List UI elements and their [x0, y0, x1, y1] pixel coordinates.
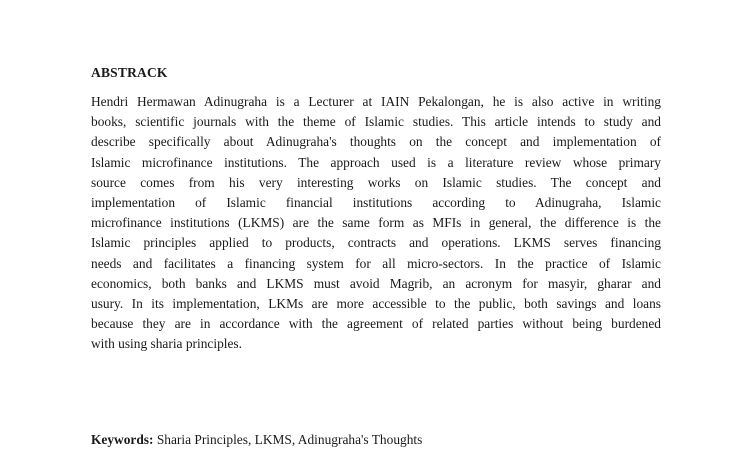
abstract-line: economics, both banks and LKMS must avoid Magrib, an acronym for masyir, gharar and — [91, 275, 661, 291]
keywords-text: Sharia Principles, LKMS, Adinugraha's Thoughts — [156, 432, 423, 447]
abstract-line: usury. In its implementation, LKMs are more accessible to the public, both savings and loans — [91, 296, 661, 312]
abstract-body — [91, 92, 661, 355]
abstract-line: needs and facilitates a financing system for all micro-sectors. In the practice of Islamic — [91, 255, 661, 271]
abstract-heading: ABSTRACK — [91, 65, 168, 80]
abstract-line: with using sharia principles. — [91, 336, 242, 352]
abstract-line: Islamic principles applied to products, contracts and operations. LKMS serves financing — [91, 235, 661, 251]
abstract-line: describe specifically about Adinugraha's thoughts on the concept and implementation of — [91, 134, 661, 150]
abstract-line: books, scientific journals with the theme of Islamic studies. This article intends to study and — [91, 114, 661, 130]
abstract-line: because they are in accordance with the agreement of related parties without being burdened — [91, 316, 661, 332]
abstract-line: source comes from his very interesting works on Islamic studies. The concept and — [91, 174, 661, 190]
keywords-label: Keywords: — [91, 432, 154, 447]
abstract-line: implementation of Islamic financial institutions according to Adinugraha, Islamic — [91, 195, 661, 211]
abstract-line: Hendri Hermawan Adinugraha is a Lecturer at IAIN Pekalongan, he is also active in writing — [91, 94, 661, 109]
abstract-line: microfinance institutions (LKMS) are the same form as MFIs in general, the difference is the — [91, 215, 661, 231]
abstract-line: Islamic microfinance institutions. The approach used is a literature review whose primary — [91, 154, 661, 170]
keywords-line — [91, 432, 422, 448]
